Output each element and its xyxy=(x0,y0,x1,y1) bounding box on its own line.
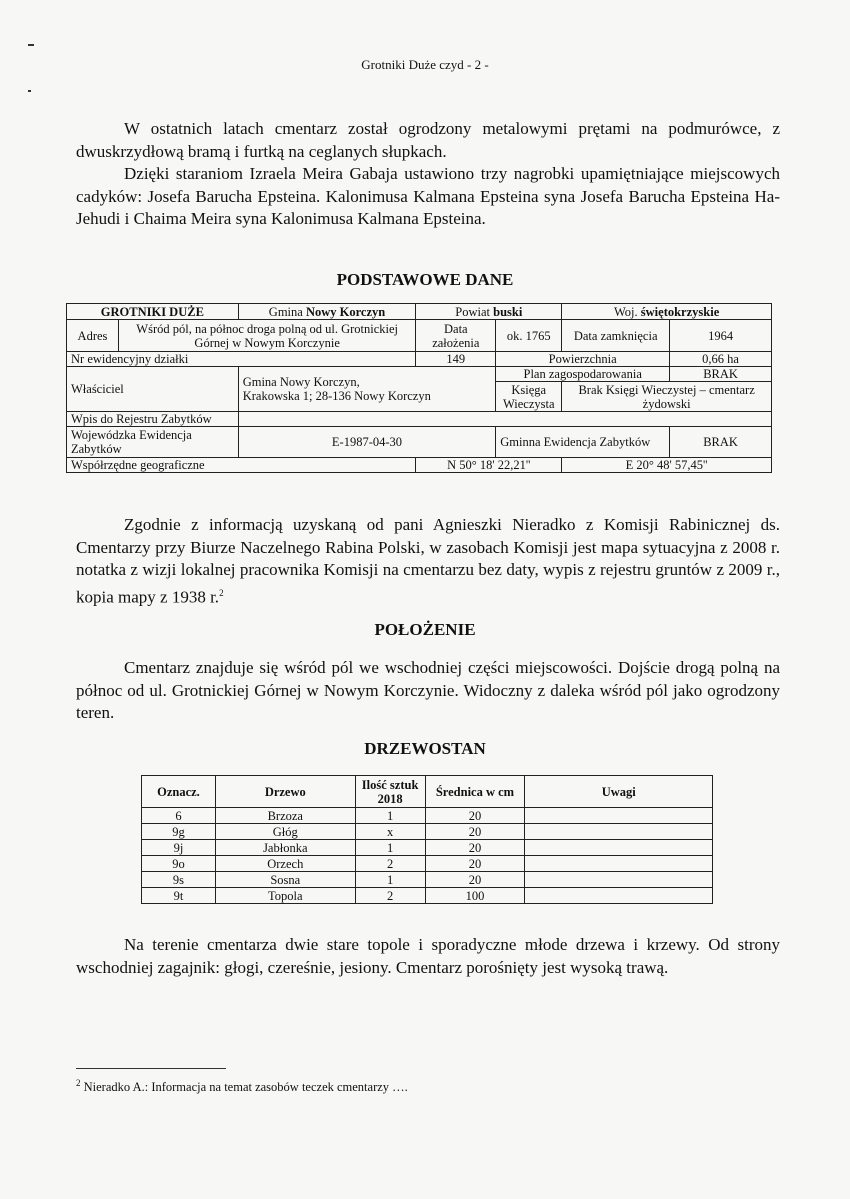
data-zalozenia-value: ok. 1765 xyxy=(496,320,562,352)
table-cell xyxy=(525,808,713,824)
rejestr-value xyxy=(238,412,771,427)
wez-label: Wojewódzka Ewidencja Zabytków xyxy=(67,427,239,458)
wez-value: E-1987-04-30 xyxy=(238,427,496,458)
powierzchnia-value: 0,66 ha xyxy=(670,352,772,367)
adres-value: Wśród pól, na północ droga polną od ul. Grotnickiej Górnej w Nowym Korczynie xyxy=(118,320,415,352)
trees-table xyxy=(141,775,713,904)
table-cell: Głóg xyxy=(215,824,355,840)
table-row xyxy=(142,872,713,888)
table-cell xyxy=(525,824,713,840)
table-cell xyxy=(525,888,713,904)
plan-value: BRAK xyxy=(670,367,772,382)
table-cell: x xyxy=(355,824,425,840)
table-cell: 9j xyxy=(142,840,216,856)
location-paragraph: Cmentarz znajduje się wśród pól we wschodniej części miejscowości. Dojście drogą polną na północ od ul. Grotnickiej Górnej w Nowym Korczynie. Widoczny z daleka wśród pól jako ogrodzony teren. xyxy=(76,658,780,722)
intro-paragraph-2: Dzięki staraniom Izraela Meira Gabaja ustawiono trzy nagrobki upamiętniające miejscowych cadyków: Josefa Barucha Epsteina. Kalonimusa Kalmana Epsteina syna Josefa Barucha Epsteina Ha-Jehudi i Chaima Meira syna Kalonimusa Kalmana Epsteina. xyxy=(76,164,780,228)
trees-note-paragraph: Na terenie cmentarza dwie stare topole i sporadyczne młode drzewa i krzewy. Od strony wschodniej zagajnik: głogi, czereśnie, jesiony. Cmentarz porośnięty jest wysoką trawą. xyxy=(76,935,780,977)
powierzchnia-label: Powierzchnia xyxy=(496,352,670,367)
cemetery-name: GROTNIKI DUŻE xyxy=(67,304,239,320)
table-cell: Orzech xyxy=(215,856,355,872)
table-cell: 9t xyxy=(142,888,216,904)
ksiega-label: Księga Wieczysta xyxy=(496,382,562,412)
table-row xyxy=(67,320,772,352)
table-cell: Jabłonka xyxy=(215,840,355,856)
column-header: Drzewo xyxy=(215,776,355,808)
table-cell: 20 xyxy=(425,808,525,824)
table-cell: Sosna xyxy=(215,872,355,888)
table-row xyxy=(142,888,713,904)
footnote-text: Nieradko A.: Informacja na temat zasobów teczek cmentarzy …. xyxy=(83,1080,408,1095)
gmina-label: Gmina xyxy=(268,304,306,319)
table-cell: 2 xyxy=(355,856,425,872)
table-cell: 2 xyxy=(355,888,425,904)
trees-note-text xyxy=(76,934,780,979)
geo-label: Współrzędne geograficzne xyxy=(67,458,416,473)
page-header: Grotniki Duże czyd - 2 - xyxy=(361,57,489,72)
geo-longitude: E 20° 48' 57,45'' xyxy=(562,458,772,473)
table-cell: 6 xyxy=(142,808,216,824)
table-cell: 1 xyxy=(355,872,425,888)
table-row xyxy=(67,412,772,427)
footnote-ref: 2 xyxy=(219,587,224,598)
gmina-value: Nowy Korczyn xyxy=(305,304,386,319)
table-cell xyxy=(525,872,713,888)
scan-mark xyxy=(28,90,31,92)
table-cell xyxy=(525,840,713,856)
nr-dzialki-label: Nr ewidencyjny działki xyxy=(67,352,416,367)
table-cell: 9o xyxy=(142,856,216,872)
table-row xyxy=(142,856,713,872)
wlasciciel-line-2: Krakowska 1; 28-136 Nowy Korczyn xyxy=(242,389,431,403)
table-cell: 1 xyxy=(355,840,425,856)
table-cell: 20 xyxy=(425,856,525,872)
table-cell: 20 xyxy=(425,872,525,888)
data-zalozenia-label: Data założenia xyxy=(416,320,496,352)
intro-paragraph-1: W ostatnich latach cmentarz został ogrodzony metalowymi prętami na podmurówce, z dwuskrzydłową bramą i furtką na ceglanych słupkach. xyxy=(76,119,780,161)
table-row xyxy=(67,458,772,473)
nr-dzialki-value: 149 xyxy=(416,352,496,367)
rejestr-label: Wpis do Rejestru Zabytków xyxy=(67,412,239,427)
table-row xyxy=(67,367,772,382)
table-cell xyxy=(525,856,713,872)
info-paragraph-text: Zgodnie z informacją uzyskaną od pani Agnieszki Nieradko z Komisji Rabinicznej ds. Cmentarzy przy Biurze Naczelnego Rabina Polski, w zasobach Komisji jest mapa sytuacyjna z 2008 r. notatka z wizji lokalnej pracownika Komisji na cmentarzu bez daty, wypis z rejestru gruntów z 2009 r., kopia mapy z 1938 r. xyxy=(76,515,780,607)
wlasciciel-line-1: Gmina Nowy Korczyn, xyxy=(242,375,360,389)
trees-table-body xyxy=(142,808,713,904)
table-row xyxy=(67,352,772,367)
table-cell: 9s xyxy=(142,872,216,888)
table-row xyxy=(142,840,713,856)
wojewodztwo-cell xyxy=(562,304,772,320)
adres-label: Adres xyxy=(67,320,119,352)
ksiega-value: Brak Księgi Wieczystej – cmentarz żydowski xyxy=(562,382,772,412)
table-header-row xyxy=(142,776,713,808)
table-cell: 1 xyxy=(355,808,425,824)
table-row xyxy=(142,808,713,824)
powiat-value: buski xyxy=(493,304,523,319)
column-header: Średnica w cm xyxy=(425,776,525,808)
gez-value: BRAK xyxy=(670,427,772,458)
table-row xyxy=(67,427,772,458)
info-paragraph xyxy=(76,514,780,609)
footnote-number: 2 xyxy=(76,1078,81,1088)
data-zamkniecia-value: 1964 xyxy=(670,320,772,352)
footnote xyxy=(76,1078,408,1095)
footnote-divider xyxy=(76,1068,226,1069)
column-header: Ilość sztuk 2018 xyxy=(355,776,425,808)
geo-latitude: N 50° 18' 22,21'' xyxy=(416,458,562,473)
table-cell: 20 xyxy=(425,840,525,856)
wojewodztwo-value: świętokrzyskie xyxy=(640,304,720,319)
basic-data-table xyxy=(66,303,772,473)
intro-text xyxy=(76,118,780,231)
section-heading-location: POŁOŻENIE xyxy=(374,620,476,639)
section-heading-trees: DRZEWOSTAN xyxy=(364,739,486,758)
info-text xyxy=(76,514,780,609)
table-row xyxy=(67,304,772,320)
section-heading-basic: PODSTAWOWE DANE xyxy=(336,270,514,289)
table-row xyxy=(142,824,713,840)
column-header: Oznacz. xyxy=(142,776,216,808)
table-cell: 9g xyxy=(142,824,216,840)
location-text xyxy=(76,657,780,725)
powiat-label: Powiat xyxy=(455,304,494,319)
table-cell: 20 xyxy=(425,824,525,840)
table-cell: Brzoza xyxy=(215,808,355,824)
gmina-cell xyxy=(238,304,416,320)
wlasciciel-value xyxy=(238,367,496,412)
wojewodztwo-label: Woj. xyxy=(614,304,641,319)
column-header: Uwagi xyxy=(525,776,713,808)
data-zamkniecia-label: Data zamknięcia xyxy=(562,320,670,352)
scan-mark xyxy=(28,44,34,46)
gez-label: Gminna Ewidencja Zabytków xyxy=(496,427,670,458)
plan-label: Plan zagospodarowania xyxy=(496,367,670,382)
powiat-cell xyxy=(416,304,562,320)
table-cell: Topola xyxy=(215,888,355,904)
wlasciciel-label: Właściciel xyxy=(67,367,239,412)
table-cell: 100 xyxy=(425,888,525,904)
